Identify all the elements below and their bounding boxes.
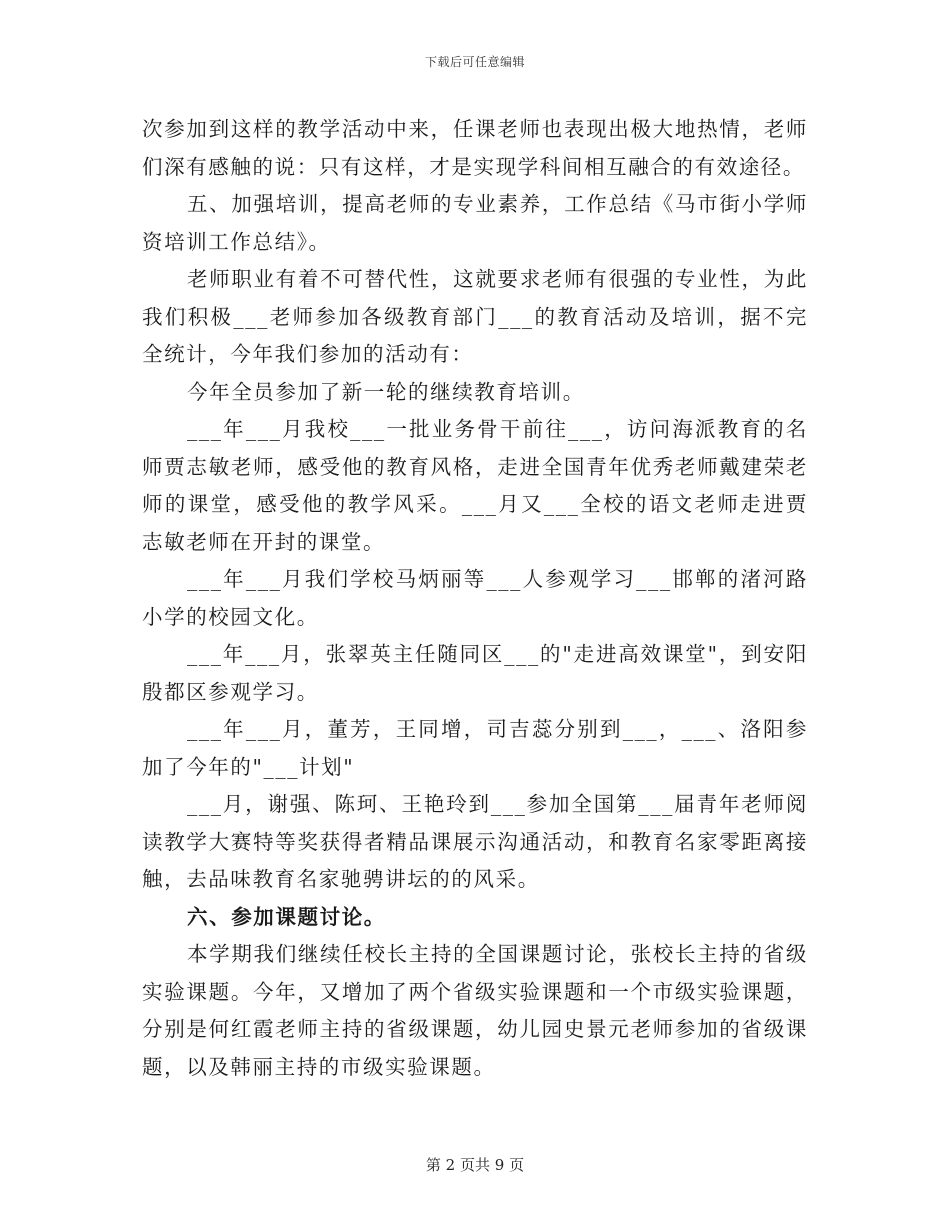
paragraph-8: ___年___月，董芳，王同增，司吉蕊分别到___，___、洛阳参加了今年的"___计划" — [142, 717, 808, 779]
section-heading: 六、参加课题讨论。 — [187, 904, 386, 929]
paragraph-1: 次参加到这样的教学活动中来，任课老师也表现出极大地热情，老师们深有感触的说：只有这样，才是实现学科间相互融合的有效途径。 — [142, 117, 808, 179]
page-number-footer: 第 2 页共 9 页 — [425, 1156, 525, 1174]
paragraph-6: ___年___月我们学校马炳丽等___人参观学习___邯郸的渚河路小学的校园文化。 — [142, 567, 808, 629]
document-body — [142, 111, 808, 1086]
page-header: 下载后可任意编辑 — [424, 55, 525, 69]
paragraph-3: 老师职业有着不可替代性，这就要求老师有很强的专业性，为此我们积极___老师参加各级教育部门___的教育活动及培训，据不完全统计，今年我们参加的活动有： — [142, 267, 808, 366]
paragraph-9: ___月，谢强、陈珂、王艳玲到___参加全国第___届青年老师阅读教学大赛特等奖获得者精品课展示沟通活动，和教育名家零距离接触，去品味教育名家驰骋讲坛的的风采。 — [142, 792, 808, 891]
paragraph-5: ___年___月我校___一批业务骨干前往___，访问海派教育的名师贾志敏老师，感受他的教育风格，走进全国青年优秀老师戴建荣老师的课堂，感受他的教学风采。___月又___全校的语文老师走进贾志敏老师在开封的课堂。 — [142, 417, 808, 554]
paragraph-7: ___年___月，张翠英主任随同区___的"走进高效课堂"，到安阳殷都区参观学习。 — [142, 642, 808, 704]
paragraph-4: 今年全员参加了新一轮的继续教育培训。 — [187, 379, 585, 404]
paragraph-11: 本学期我们继续任校长主持的全国课题讨论，张校长主持的省级实验课题。今年，又增加了两个省级实验课题和一个市级实验课题，分别是何红霞老师主持的省级课题，幼儿园史景元老师参加的省级课题，以及韩丽主持的市级实验课题。 — [142, 942, 808, 1079]
paragraph-2: 五、加强培训，提高老师的专业素养，工作总结《马市街小学师资培训工作总结》。 — [142, 192, 808, 254]
